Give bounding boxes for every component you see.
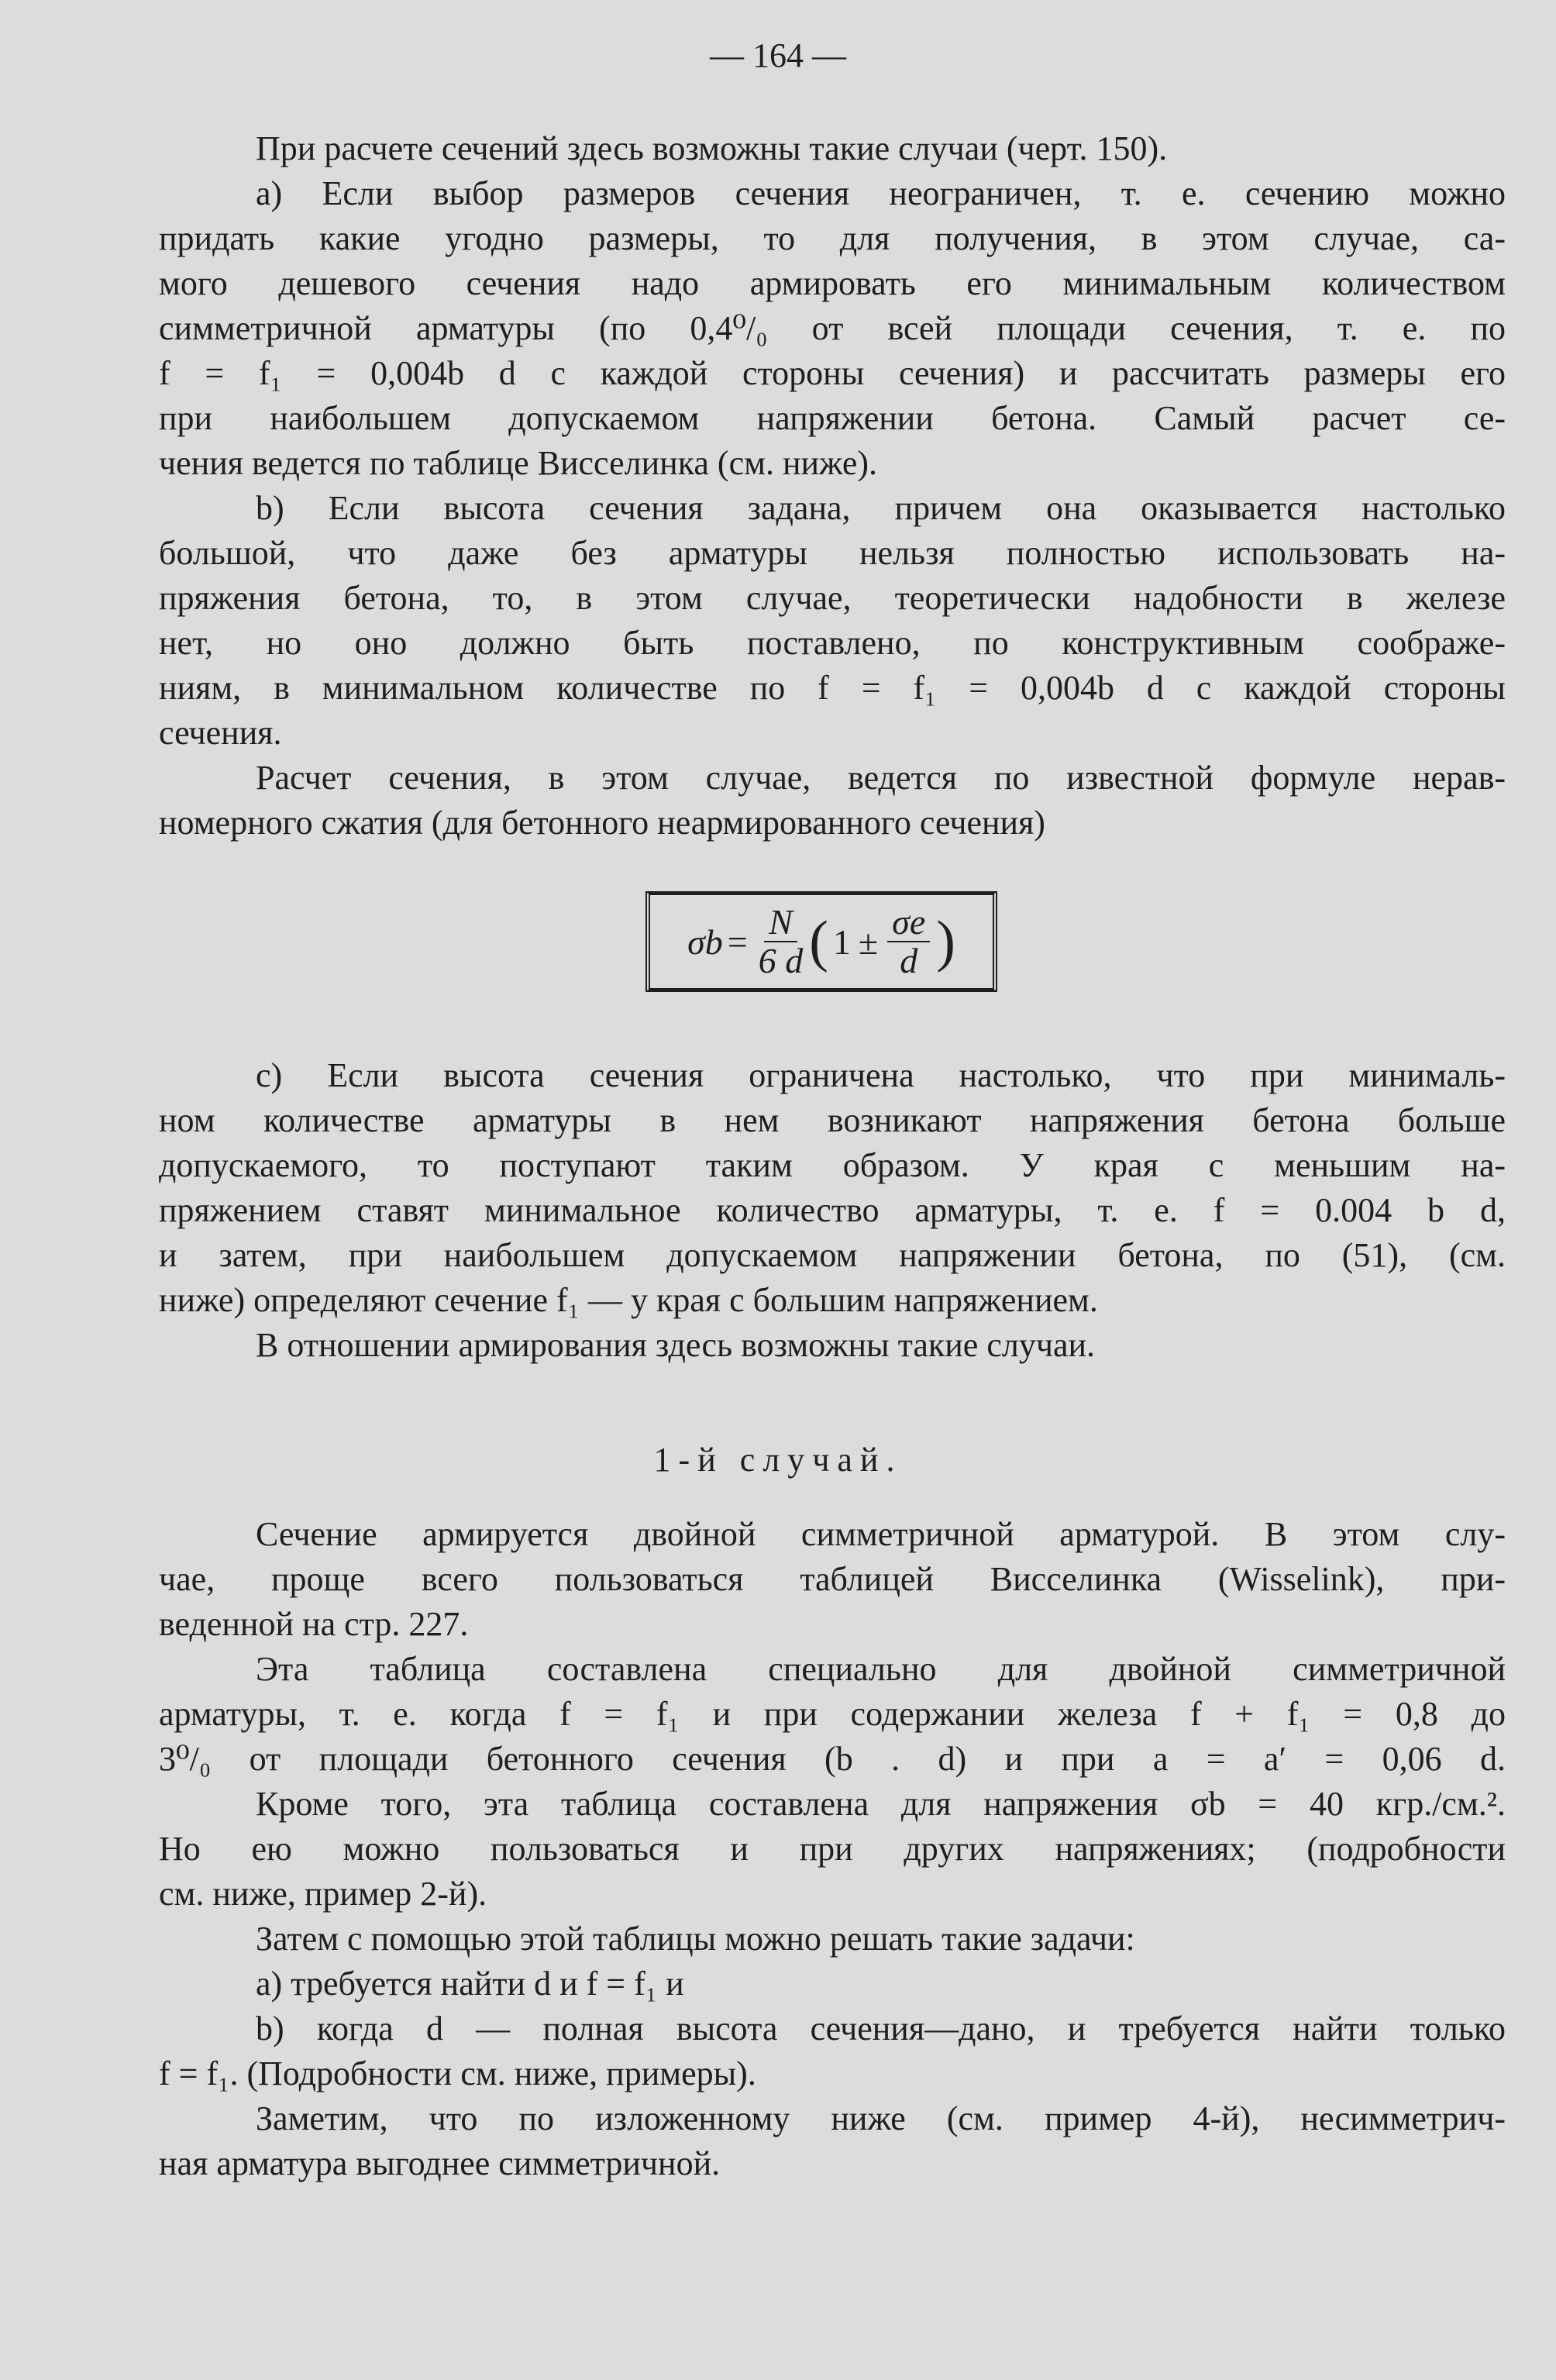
formula-lhs: σb [687,921,723,962]
formula-denominator: 6 d [758,941,804,980]
text-line: а) Если выбор размеров сечения неограничен, т. е. сечению можно [256,174,1506,212]
text-line: веденной на стр. 227. [159,1605,469,1643]
text-line: мого дешевого сечения надо армировать его минимальным количеством [159,264,1506,302]
text-line: придать какие угодно размеры, то для получения, в этом случае, са- [159,219,1506,257]
text-line: В отношении армирования здесь возможны такие случаи. [256,1326,1096,1364]
text-line: при наибольшем допускаемом напряжении бетона. Самый расчет се- [159,399,1506,437]
text-line: Расчет сечения, в этом случае, ведется по известной формуле нерав- [256,759,1506,797]
text-line: чения ведется по таблице Висселинка (см. ниже). [159,444,878,482]
text-line: пряжением ставят минимальное количество арматуры, т. е. f = 0.004 b d, [159,1191,1506,1229]
text-line: арматуры, т. е. когда f = f₁ и при содержании железа f + f₁ = 0,8 до [159,1695,1506,1733]
text-line: 3⁰/₀ от площади бетонного сечения (b . d) и при a = a′ = 0,06 d. [159,1740,1506,1778]
formula-pm: ± [858,921,879,962]
formula-box [645,891,997,992]
text-line: ная арматура выгоднее симметричной. [159,2144,721,2182]
text-line: Кроме того, эта таблица составлена для напряжения σb = 40 кгр./см.². [256,1785,1506,1823]
formula-fraction-2 [887,904,930,980]
text-line: Сечение армируется двойной симметричной арматурой. В этом слу- [256,1515,1506,1553]
text-line: большой, что даже без арматуры нельзя полностью использовать на- [159,534,1506,572]
section-heading: 1-й случай. [653,1441,903,1479]
text-line: c) Если высота сечения ограничена настолько, что при минималь- [256,1056,1506,1094]
text-line: f = f₁ = 0,004b d с каждой стороны сечения) и рассчитать размеры его [159,354,1506,392]
text-line: а) требуется найти d и f = f₁ и [256,1965,684,2003]
text-line: f = f₁. (Подробности см. ниже, примеры). [159,2055,756,2092]
text-line: и затем, при наибольшем допускаемом напряжении бетона, по (51), (см. [159,1236,1506,1274]
text-line: пряжения бетона, то, в этом случае, теоретически надобности в железе [159,579,1506,617]
text-line: ном количестве арматуры в нем возникают напряжения бетона больше [159,1101,1506,1139]
formula-eq: = [727,921,748,962]
text-line: сечения. [159,714,282,752]
text-line: см. ниже, пример 2-й). [159,1875,487,1913]
text-line: номерного сжатия (для бетонного неармированного сечения) [159,804,1045,842]
formula-numerator: N [764,904,797,942]
text-line: нет, но оно должно быть поставлено, по конструктивным соображе- [159,624,1506,662]
formula-one: 1 [832,921,851,962]
text-line: симметричной арматуры (по 0,4⁰/₀ от всей площади сечения, т. е. по [159,309,1506,347]
text-line: допускаемого, то поступают таким образом. У края с меньшим на- [159,1146,1506,1184]
formula-numerator-2: σe [887,904,930,942]
page-number: — 164 — [710,36,846,74]
formula-denominator-2: d [900,941,918,980]
text-line: чае, проще всего пользоваться таблицей Висселинка (Wisselink), при- [159,1560,1506,1598]
text-line: Эта таблица составлена специально для двойной симметричной [256,1650,1506,1688]
formula-open-paren: ( [809,910,828,973]
text-line: Заметим, что по изложенному ниже (см. пример 4-й), несимметрич- [256,2099,1506,2137]
text-line: b) когда d — полная высота сечения—дано, и требуется найти только [256,2010,1506,2048]
text-line: ниям, в минимальном количестве по f = f₁ = 0,004b d с каждой стороны [159,669,1506,707]
text-line: Затем с помощью этой таблицы можно решать такие задачи: [256,1920,1135,1958]
text-line: При расчете сечений здесь возможны такие случаи (черт. 150). [256,129,1168,167]
text-line: Но ею можно пользоваться и при других напряжениях; (подробности [159,1830,1506,1868]
text-line: ниже) определяют сечение f₁ — у края с большим напряжением. [159,1281,1098,1319]
formula-close-paren: ) [936,910,955,973]
text-line: b) Если высота сечения задана, причем она оказывается настолько [256,489,1506,527]
formula-fraction [759,904,804,980]
